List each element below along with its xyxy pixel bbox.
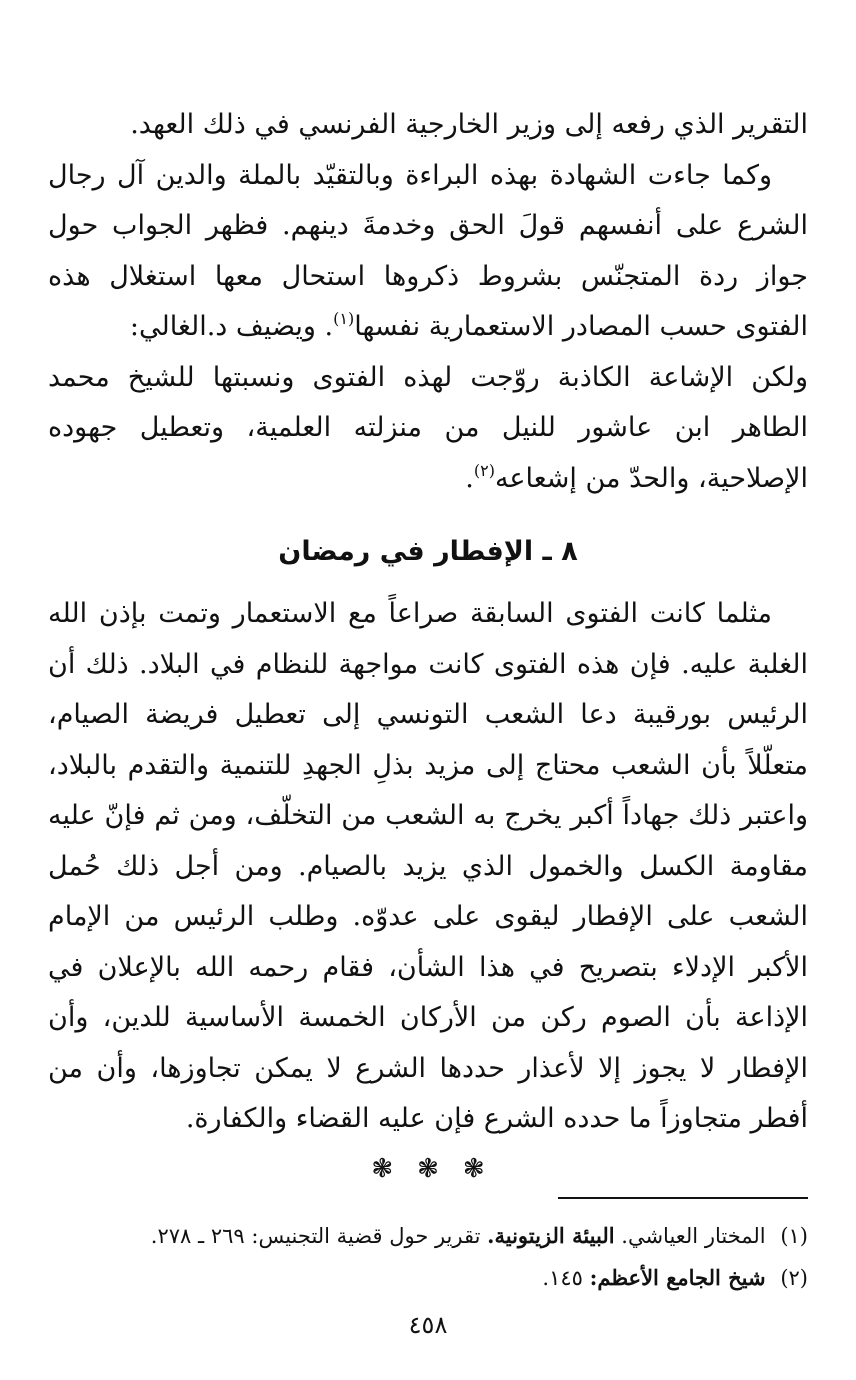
footnote-detail: ١٤٥. (542, 1266, 583, 1290)
section-end-ornaments (48, 1149, 808, 1189)
footnote-number: (١) (780, 1224, 808, 1248)
footnote-author: المختار العياشي. (621, 1224, 766, 1248)
flower-ornament-icon: ❃ (462, 1153, 485, 1184)
footnote-title: البيئة الزيتونية. (487, 1223, 615, 1248)
page-body (48, 100, 808, 1189)
footnote-number: (٢) (780, 1266, 808, 1290)
paragraph-text: وكما جاءت الشهادة بهذه البراءة وبالتقيّد بالملة والدين آل رجال الشرع على أنفسهم قولَ الحق وخدمةَ دينهم. فظهر الجواب حول جواز ردة المتجنّس بشروط ذكروها استحال معها استغلال هذه الفتوى حسب المصادر الاستعمارية نفسها (48, 159, 808, 342)
paragraph-testimony (48, 151, 808, 353)
footnote-reference[interactable]: (٢) (473, 460, 495, 480)
section-paragraph (48, 589, 808, 1145)
paragraph-quote (48, 353, 808, 505)
paragraph-text: التقرير الذي رفعه إلى وزير الخارجية الفرنسي في ذلك العهد. (130, 109, 808, 140)
footnote-divider (558, 1197, 808, 1199)
section-heading: ٨ ـ الإفطار في رمضان (278, 536, 578, 567)
paragraph-text-tail: . ويضيف د.الغالي: (129, 311, 334, 342)
paragraph-text: ولكن الإشاعة الكاذبة روّجت لهذه الفتوى ونسبتها للشيخ محمد الطاهر ابن عاشور للنيل من منزلته العلمية، وتعطيل جهوده الإصلاحية، والحدّ من إشعاعه (48, 361, 808, 494)
footnote-reference[interactable]: (١) (333, 309, 355, 328)
footnote-1 (48, 1215, 808, 1257)
paragraph-text: مثلما كانت الفتوى السابقة صراعاً مع الاستعمار وتمت بإذن الله الغلبة عليه. فإن هذه الفتوى كانت مواجهة للنظام في البلاد. ذلك أن الرئيس بورقيبة دعا الشعب التونسي إلى تعطيل فريضة الصيام، متعلّلاً بأن الشعب محتاج إلى مزيد بذلِ الجهدِ للتنمية والتقدم بالبلاد، واعتبر ذلك جهاداً أكبر يخرج به الشعب من التخلّف، ومن ثم فإنّ عليه مقاومة الكسل والخمول الذي يزيد بالصيام. ومن أجل ذلك حُمل الشعب على الإفطار ليقوى على عدوّه. وطلب الرئيس من الإمام الأكبر الإدلاء بتصريح في هذا الشأن، فقام رحمه الله بالإعلان في الإذاعة بأن الصوم ركن من الأركان الخمسة الأساسية للدين، وأن الإفطار لا يجوز إلا لأعذار حددها الشرع لا يمكن تجاوزها، وأن من أفطر متجاوزاً ما حدده الشرع فإن عليه القضاء والكفارة. (48, 598, 809, 1134)
footnote-title: شيخ الجامع الأعظم: (589, 1265, 766, 1290)
paragraph-continuation (48, 100, 808, 151)
flower-ornament-icon: ❃ (371, 1153, 394, 1184)
flower-ornament-icon: ❃ (417, 1153, 439, 1184)
paragraph-text-tail: . (465, 462, 474, 494)
footnote-2 (48, 1257, 808, 1299)
page-number: ٤٥٨ (408, 1311, 448, 1339)
footnote-detail: تقرير حول قضية التجنيس: ٢٦٩ ـ ٢٧٨. (150, 1224, 481, 1248)
footnotes (48, 1215, 808, 1299)
